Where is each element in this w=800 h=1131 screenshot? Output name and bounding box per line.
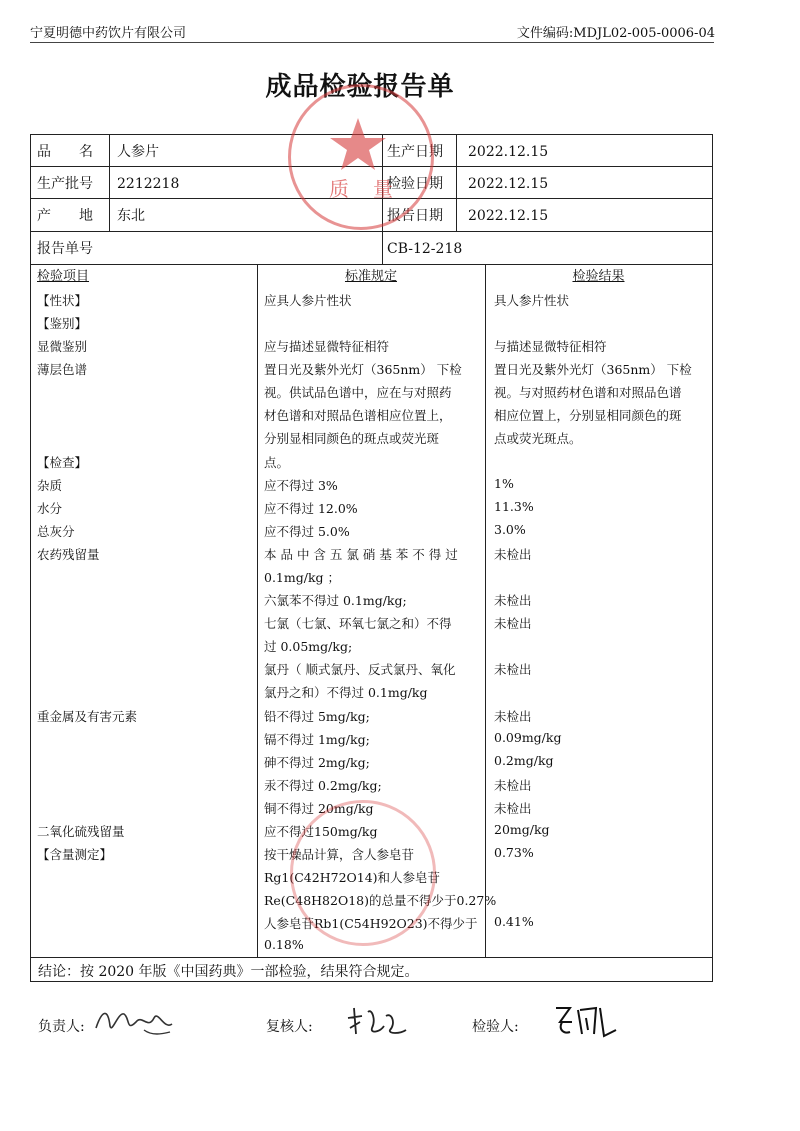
column-header-item: 检验项目 xyxy=(37,269,90,284)
row-divider xyxy=(31,264,712,265)
standard-line: 铜不得过 20mg/kg xyxy=(264,801,374,816)
name-label: 品 名 xyxy=(37,144,93,160)
origin-label: 产 地 xyxy=(37,208,93,224)
standard-line: 应与描述显微特征相符 xyxy=(264,339,390,354)
item-cell: 二氧化硫残留量 xyxy=(37,824,125,839)
result-line: 0.09mg/kg xyxy=(494,730,562,745)
standard-line: Rg1(C42H72O14)和人参皂苷 xyxy=(264,870,441,885)
seal-text: 量 xyxy=(373,177,393,201)
standard-line: 七氯（七氯、环氧七氯之和）不得 xyxy=(264,616,452,631)
standard-line: 应不得过150mg/kg xyxy=(264,824,378,839)
standard-line: 视。供试品色谱中，应在与对照药 xyxy=(264,385,452,400)
col-divider xyxy=(109,135,110,231)
standard-line: 0.18% xyxy=(264,937,304,952)
result-line: 1% xyxy=(494,476,514,491)
result-line: 未检出 xyxy=(494,616,532,631)
inspection-seal xyxy=(290,800,436,946)
origin-value: 东北 xyxy=(117,208,145,224)
production-date-value: 2022.12.15 xyxy=(468,144,549,160)
item-cell: 显微鉴别 xyxy=(37,339,88,354)
item-cell: 【鉴别】 xyxy=(37,316,88,331)
report-date-label: 报告日期 xyxy=(387,208,443,224)
reviewer-signature xyxy=(344,1004,414,1040)
standard-line: 人参皂苷Rb1(C54H92O23)不得少于 xyxy=(264,916,478,931)
item-cell: 农药残留量 xyxy=(37,547,100,562)
result-line: 20mg/kg xyxy=(494,822,550,837)
document-number: 文件编码:MDJL02-005-0006-04 xyxy=(516,26,715,41)
seal-text: 质 xyxy=(329,177,349,201)
row-divider xyxy=(31,231,712,232)
col-divider xyxy=(456,135,457,231)
reviewer-label: 复核人: xyxy=(266,1019,313,1035)
quality-seal xyxy=(288,84,434,230)
standard-line: 点。 xyxy=(264,455,290,470)
standard-line: 六氯苯不得过 0.1mg/kg; xyxy=(264,593,407,608)
result-line: 置日光及紫外光灯（365nm） 下检 xyxy=(494,362,692,377)
standard-line: 分别显相同颜色的斑点或荧光斑 xyxy=(264,431,440,446)
result-line: 0.41% xyxy=(494,914,534,929)
col-divider xyxy=(257,264,258,957)
item-cell: 【性状】 xyxy=(37,293,88,308)
conclusion: 结论：按 2020 年版《中国药典》一部检验，结果符合规定。 xyxy=(38,964,419,980)
standard-line: 镉不得过 1mg/kg; xyxy=(264,732,370,747)
result-line: 未检出 xyxy=(494,593,532,608)
result-line: 与描述显微特征相符 xyxy=(494,339,607,354)
page-title: 成品检验报告单 xyxy=(265,72,455,102)
inspector-label: 检验人: xyxy=(472,1019,519,1035)
production-date-label: 生产日期 xyxy=(387,144,443,160)
responsible-label: 负责人: xyxy=(38,1019,85,1035)
standard-line: 铅不得过 5mg/kg; xyxy=(264,709,370,724)
seal-star-icon xyxy=(288,84,428,224)
column-header-standard: 标准规定 xyxy=(344,269,397,284)
test-date-value: 2022.12.15 xyxy=(468,176,549,192)
standard-line: 置日光及紫外光灯（365nm） 下检 xyxy=(264,362,462,377)
report-date-value: 2022.12.15 xyxy=(468,208,549,224)
item-cell: 【检查】 xyxy=(37,455,88,470)
item-cell: 杂质 xyxy=(37,478,63,493)
company-name: 宁夏明德中药饮片有限公司 xyxy=(30,26,187,41)
result-line: 0.2mg/kg xyxy=(494,753,554,768)
name-value: 人参片 xyxy=(117,144,159,160)
result-line: 0.73% xyxy=(494,845,534,860)
batch-label: 生产批号 xyxy=(37,176,93,192)
report-number-label: 报告单号 xyxy=(37,241,93,257)
result-line: 未检出 xyxy=(494,801,532,816)
result-line: 未检出 xyxy=(494,709,532,724)
item-cell: 总灰分 xyxy=(37,524,75,539)
item-cell: 薄层色谱 xyxy=(37,362,88,377)
item-cell: 重金属及有害元素 xyxy=(37,709,138,724)
standard-line: 按干燥品计算，含人参皂苷 xyxy=(264,847,415,862)
standard-line: 应不得过 5.0% xyxy=(264,524,350,539)
standard-line: 应不得过 3% xyxy=(264,478,338,493)
header-divider xyxy=(30,42,714,43)
result-line: 点或荧光斑点。 xyxy=(494,431,582,446)
result-line: 11.3% xyxy=(494,499,534,514)
standard-line: 0.1mg/kg ； xyxy=(264,570,340,585)
result-line: 具人参片性状 xyxy=(494,293,570,308)
row-divider xyxy=(31,957,712,958)
standard-line: 氯丹（ 顺式氯丹、反式氯丹、氧化 xyxy=(264,662,456,677)
result-line: 未检出 xyxy=(494,547,532,562)
batch-value: 2212218 xyxy=(117,176,180,192)
result-line: 视。与对照药材色谱和对照品色谱 xyxy=(494,385,682,400)
standard-line: 汞不得过 0.2mg/kg; xyxy=(264,778,382,793)
responsible-signature xyxy=(92,1000,182,1040)
result-line: 3.0% xyxy=(494,522,526,537)
result-line: 未检出 xyxy=(494,662,532,677)
report-number-value: CB-12-218 xyxy=(387,241,463,257)
standard-line: 材色谱和对照品色谱相应位置上， xyxy=(264,408,452,423)
item-cell: 水分 xyxy=(37,501,63,516)
column-header-result: 检验结果 xyxy=(572,269,625,284)
test-date-label: 检验日期 xyxy=(387,176,443,192)
standard-line: 应不得过 12.0% xyxy=(264,501,358,516)
standard-line: 应具人参片性状 xyxy=(264,293,352,308)
standard-line: 过 0.05mg/kg; xyxy=(264,639,353,654)
standard-line: Re(C48H82O18)的总量不得少于0.27% xyxy=(264,893,497,908)
standard-line: 砷不得过 2mg/kg; xyxy=(264,755,370,770)
item-cell: 【含量测定】 xyxy=(37,847,113,862)
col-divider xyxy=(485,264,486,957)
result-line: 未检出 xyxy=(494,778,532,793)
standard-line: 本 品 中 含 五 氯 硝 基 苯 不 得 过 xyxy=(264,547,458,562)
inspector-signature xyxy=(552,1000,622,1040)
standard-line: 氯丹之和）不得过 0.1mg/kg xyxy=(264,685,428,700)
result-line: 相应位置上，分别显相同颜色的斑 xyxy=(494,408,682,423)
